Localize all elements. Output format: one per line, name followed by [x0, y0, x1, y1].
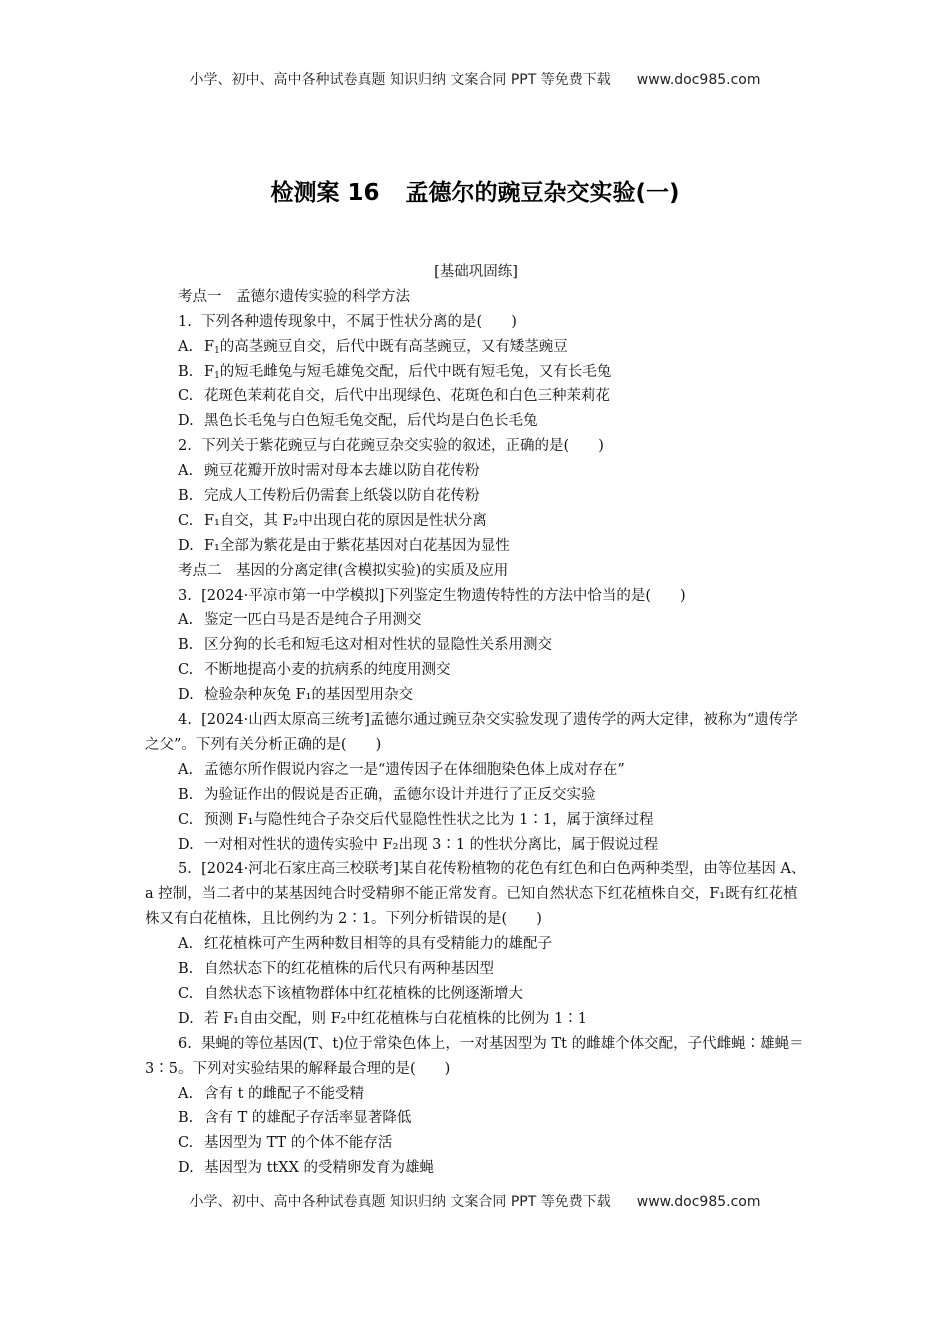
- option-c[interactable]: C. 自然状态下该植物群体中红花植株的比例逐渐增大: [178, 985, 523, 1002]
- header-banner: [0, 69, 950, 89]
- option-a[interactable]: A. 孟德尔所作假说内容之一是“遗传因子在体细胞染色体上成对存在”: [178, 761, 625, 778]
- option-b[interactable]: B. 完成人工传粉后仍需套上纸袋以防自花传粉: [178, 488, 480, 505]
- page-title: [0, 174, 950, 207]
- question-5: [145, 857, 807, 1031]
- option-d[interactable]: D. 一对相对性状的遗传实验中 F₂出现 3∶1 的性状分离比，属于假说过程: [178, 836, 659, 853]
- question-3: [145, 584, 807, 708]
- question-4: [145, 708, 807, 857]
- option-a[interactable]: A. $F_1$的高茎豌豆自交，后代中既有高茎豌豆，又有矮茎豌豆: [178, 338, 568, 356]
- option-c[interactable]: C. 不断地提高小麦的抗病系的纯度用测交: [178, 662, 451, 679]
- option-d[interactable]: D. 检验杂种灰兔 F₁的基因型用杂交: [178, 687, 413, 704]
- question-1: [145, 310, 807, 434]
- footer-banner-site[interactable]: www.doc985.com: [636, 1194, 761, 1210]
- topic-heading-1: 考点一 孟德尔遗传实验的科学方法: [178, 288, 410, 305]
- question-stem: 4. [2024·山西太原高三统考]孟德尔通过豌豆杂交实验发现了遗传学的两大定律，被称为“遗传学之父”。下列有关分析正确的是( ): [145, 712, 798, 753]
- option-d[interactable]: D. 黑色长毛兔与白色短毛兔交配，后代均是白色长毛兔: [178, 413, 538, 430]
- footer-banner-text: 小学、初中、高中各种试卷真题 知识归纳 文案合同 PPT 等免费下载: [189, 1194, 611, 1210]
- option-a[interactable]: A. 鉴定一匹白马是否是纯合子用测交: [178, 612, 422, 629]
- topic-heading-2: 考点二 基因的分离定律(含模拟实验)的实质及应用: [178, 562, 509, 579]
- option-a[interactable]: A. 红花植株可产生两种数目相等的具有受精能力的雄配子: [178, 936, 552, 953]
- option-b[interactable]: B. 含有 T 的雄配子存活率显著降低: [178, 1110, 412, 1127]
- question-2: [145, 434, 807, 558]
- question-stem: 6. 果蝇的等位基因(T、t)位于常染色体上，一对基因型为 Tt 的雌雄个体交配，子代雌蝇∶雄蝇＝3∶5。下列对实验结果的解释最合理的是( ): [145, 1035, 804, 1077]
- header-banner-text: 小学、初中、高中各种试卷真题 知识归纳 文案合同 PPT 等免费下载: [189, 72, 611, 88]
- question-stem: 2. 下列关于紫花豌豆与白花豌豆杂交实验的叙述，正确的是( ): [178, 438, 604, 455]
- option-a[interactable]: A. 豌豆花瓣开放时需对母本去雄以防自花传粉: [178, 463, 480, 480]
- header-banner-site[interactable]: www.doc985.com: [636, 72, 761, 88]
- question-6: [145, 1032, 807, 1181]
- footer-banner: [0, 1191, 950, 1211]
- question-stem: 1. 下列各种遗传现象中，不属于性状分离的是( ): [178, 313, 517, 330]
- question-stem: 3. [2024·平凉市第一中学模拟]下列鉴定生物遗传特性的方法中恰当的是( ): [178, 587, 686, 604]
- option-b[interactable]: B. $F_1$的短毛雌兔与短毛雄兔交配，后代中既有短毛兔，又有长毛兔: [178, 363, 612, 381]
- worksheet-body: [145, 260, 807, 1181]
- section-heading: [基础巩固练]: [434, 264, 518, 280]
- option-c[interactable]: C. 基因型为 TT 的个体不能存活: [178, 1135, 393, 1152]
- option-b[interactable]: B. 为验证作出的假说是否正确，孟德尔设计并进行了正反交实验: [178, 786, 596, 803]
- option-c[interactable]: C. F₁自交，其 F₂中出现白花的原因是性状分离: [178, 512, 487, 529]
- option-a[interactable]: A. 含有 t 的雌配子不能受精: [178, 1085, 365, 1102]
- option-b[interactable]: B. 自然状态下的红花植株的后代只有两种基因型: [178, 961, 494, 978]
- option-d[interactable]: D. F₁全部为紫花是由于紫花基因对白花基因为显性: [178, 537, 510, 554]
- option-d[interactable]: D. 基因型为 ttXX 的受精卵发育为雄蝇: [178, 1160, 435, 1177]
- option-c[interactable]: C. 花斑色茉莉花自交，后代中出现绿色、花斑色和白色三种茉莉花: [178, 388, 610, 405]
- option-d[interactable]: D. 若 F₁自由交配，则 F₂中红花植株与白花植株的比例为 1∶1: [178, 1010, 588, 1027]
- option-b[interactable]: B. 区分狗的长毛和短毛这对相对性状的显隐性关系用测交: [178, 637, 552, 654]
- question-stem: 5. [2024·河北石家庄高三校联考]某自花传粉植物的花色有红色和白色两种类型，由等位基因 A、a 控制，当二者中的某基因纯合时受精卵不能正常发育。已知自然状态下红花植株自交，F₁既有红花植株又有白花植株，且比例约为 2∶1。下列分析错误的是( ): [145, 861, 806, 928]
- option-c[interactable]: C. 预测 F₁与隐性纯合子杂交后代显隐性性状之比为 1∶1，属于演绎过程: [178, 811, 654, 828]
- title-number: 检测案 16: [270, 180, 380, 206]
- title-name: 孟德尔的豌豆杂交实验(一): [405, 180, 680, 206]
